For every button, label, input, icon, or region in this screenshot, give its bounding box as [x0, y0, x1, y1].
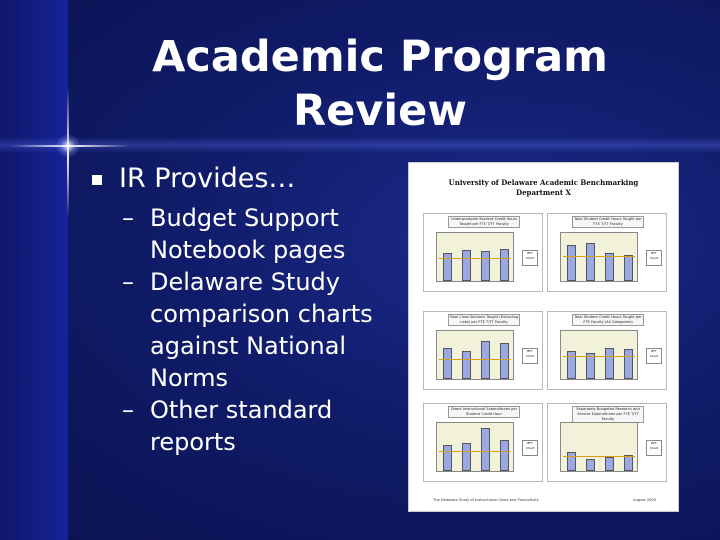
report-chart-bar: [586, 243, 595, 281]
report-chart-bar: [586, 459, 595, 471]
dash-bullet-icon: –: [122, 396, 134, 424]
report-chart-legend-label: Chart: [525, 256, 535, 260]
sub-bullet-line: reports: [150, 428, 236, 456]
dash-bullet-icon: –: [122, 204, 134, 232]
report-chart-bar: [500, 440, 509, 471]
sub-bullet-item: [122, 202, 400, 266]
report-chart-title: Total Class Sections Taught (Excluding Labs) per FTE T/TT Faculty: [449, 315, 519, 324]
report-chart-bar: [500, 343, 509, 379]
report-chart-panel: [547, 213, 667, 292]
report-chart-legend: [646, 348, 662, 364]
slide-title-line-1: Academic Program: [152, 32, 608, 82]
report-chart-legend-label: Chart: [649, 354, 659, 358]
report-chart-norm-line: [563, 356, 635, 357]
report-chart-title: Direct Instructional Expenditures per Student Credit Hour: [448, 406, 520, 418]
report-thumbnail: [408, 162, 679, 512]
dash-bullet-icon: –: [122, 268, 134, 296]
report-chart-bar: [624, 349, 633, 379]
report-chart-legend: [522, 440, 538, 456]
report-chart-bar: [624, 455, 633, 471]
report-chart-panel: [547, 403, 667, 482]
report-chart-legend-label: BFT: [527, 251, 533, 255]
report-chart-legend-label: BFT: [651, 349, 657, 353]
report-chart-norm-line: [563, 456, 635, 457]
square-bullet-icon: [92, 175, 102, 185]
report-chart-legend-label: BFT: [527, 441, 533, 445]
sub-bullet-line: Norms: [150, 364, 228, 392]
report-chart-bar: [462, 443, 471, 471]
sparkle-glow: [55, 134, 81, 158]
report-chart-legend: [646, 440, 662, 456]
sub-bullet-line: Budget Support: [150, 204, 339, 232]
report-chart-norm-line: [563, 256, 635, 257]
main-bullet-text: IR Provides…: [119, 163, 296, 194]
report-chart-bar: [500, 249, 509, 281]
report-chart-plot: [560, 422, 638, 472]
report-footer-right: August 2005: [633, 498, 656, 502]
report-chart-bar: [605, 457, 614, 471]
report-chart-bar: [481, 251, 490, 281]
report-chart-bar: [605, 348, 614, 379]
sub-bullet-line: against National: [150, 332, 347, 360]
report-chart-plot: [436, 422, 514, 472]
report-chart-legend: [646, 250, 662, 266]
background-vertical-band: [0, 0, 68, 540]
report-title: [409, 178, 678, 198]
report-footer-left: The Delaware Study of Instructional Costs and Productivity: [433, 498, 539, 502]
report-chart-plot: [560, 232, 638, 282]
report-chart-bar: [443, 348, 452, 379]
report-chart-panel: [423, 213, 543, 292]
report-chart-panel: [423, 311, 543, 390]
report-chart-panel: [423, 403, 543, 482]
sub-bullet-item: [122, 394, 400, 458]
report-chart-norm-line: [439, 451, 511, 452]
report-chart-title: Total Student Credit Hours Taught per FTE Faculty (All Categories): [572, 314, 644, 326]
report-chart-bar: [462, 250, 471, 281]
report-chart-legend: [522, 250, 538, 266]
report-title-line-1: University of Delaware Academic Benchmarking: [448, 178, 639, 187]
report-chart-panel: [547, 311, 667, 390]
report-chart-bar: [481, 341, 490, 379]
sub-bullet-line: Delaware Study: [150, 268, 340, 296]
report-chart-plot: [436, 232, 514, 282]
report-chart-legend-label: BFT: [527, 349, 533, 353]
report-chart-plot: [436, 330, 514, 380]
report-title-line-2: Department X: [516, 188, 571, 197]
report-chart-bar: [567, 245, 576, 281]
report-chart-legend-label: Chart: [525, 446, 535, 450]
report-chart-title: Separately Budgeted Research and Service Expenditures per FTE T/TT Faculty: [572, 406, 644, 423]
sub-bullet-line: Notebook pages: [150, 236, 346, 264]
report-chart-norm-line: [439, 359, 511, 360]
sub-bullet-item: [122, 266, 400, 394]
report-chart-bar: [462, 351, 471, 379]
report-chart-bar: [605, 253, 614, 281]
report-chart-legend-label: Chart: [649, 256, 659, 260]
report-chart-norm-line: [439, 258, 511, 259]
report-chart-legend-label: Chart: [649, 446, 659, 450]
sub-bullet-list: [122, 202, 400, 458]
report-chart-legend-label: BFT: [651, 251, 657, 255]
sub-bullet-line: comparison charts: [150, 300, 373, 328]
slide-title-line-2: Review: [293, 86, 467, 136]
report-chart-legend-label: Chart: [525, 354, 535, 358]
report-chart-title: Undergraduate Student Credit Hours Taught per FTE T/TT Faculty: [448, 216, 520, 228]
report-chart-plot: [560, 330, 638, 380]
report-chart-bar: [624, 255, 633, 281]
report-chart-bar: [481, 428, 490, 471]
sub-bullet-line: Other standard: [150, 396, 333, 424]
report-chart-bar: [567, 452, 576, 471]
report-chart-bar: [443, 445, 452, 471]
report-chart-legend: [522, 348, 538, 364]
report-chart-legend-label: BFT: [651, 441, 657, 445]
slide-title: [120, 30, 640, 138]
report-chart-title: Total Student Credit Hours Taught per FTE T/TT Faculty: [572, 216, 644, 228]
